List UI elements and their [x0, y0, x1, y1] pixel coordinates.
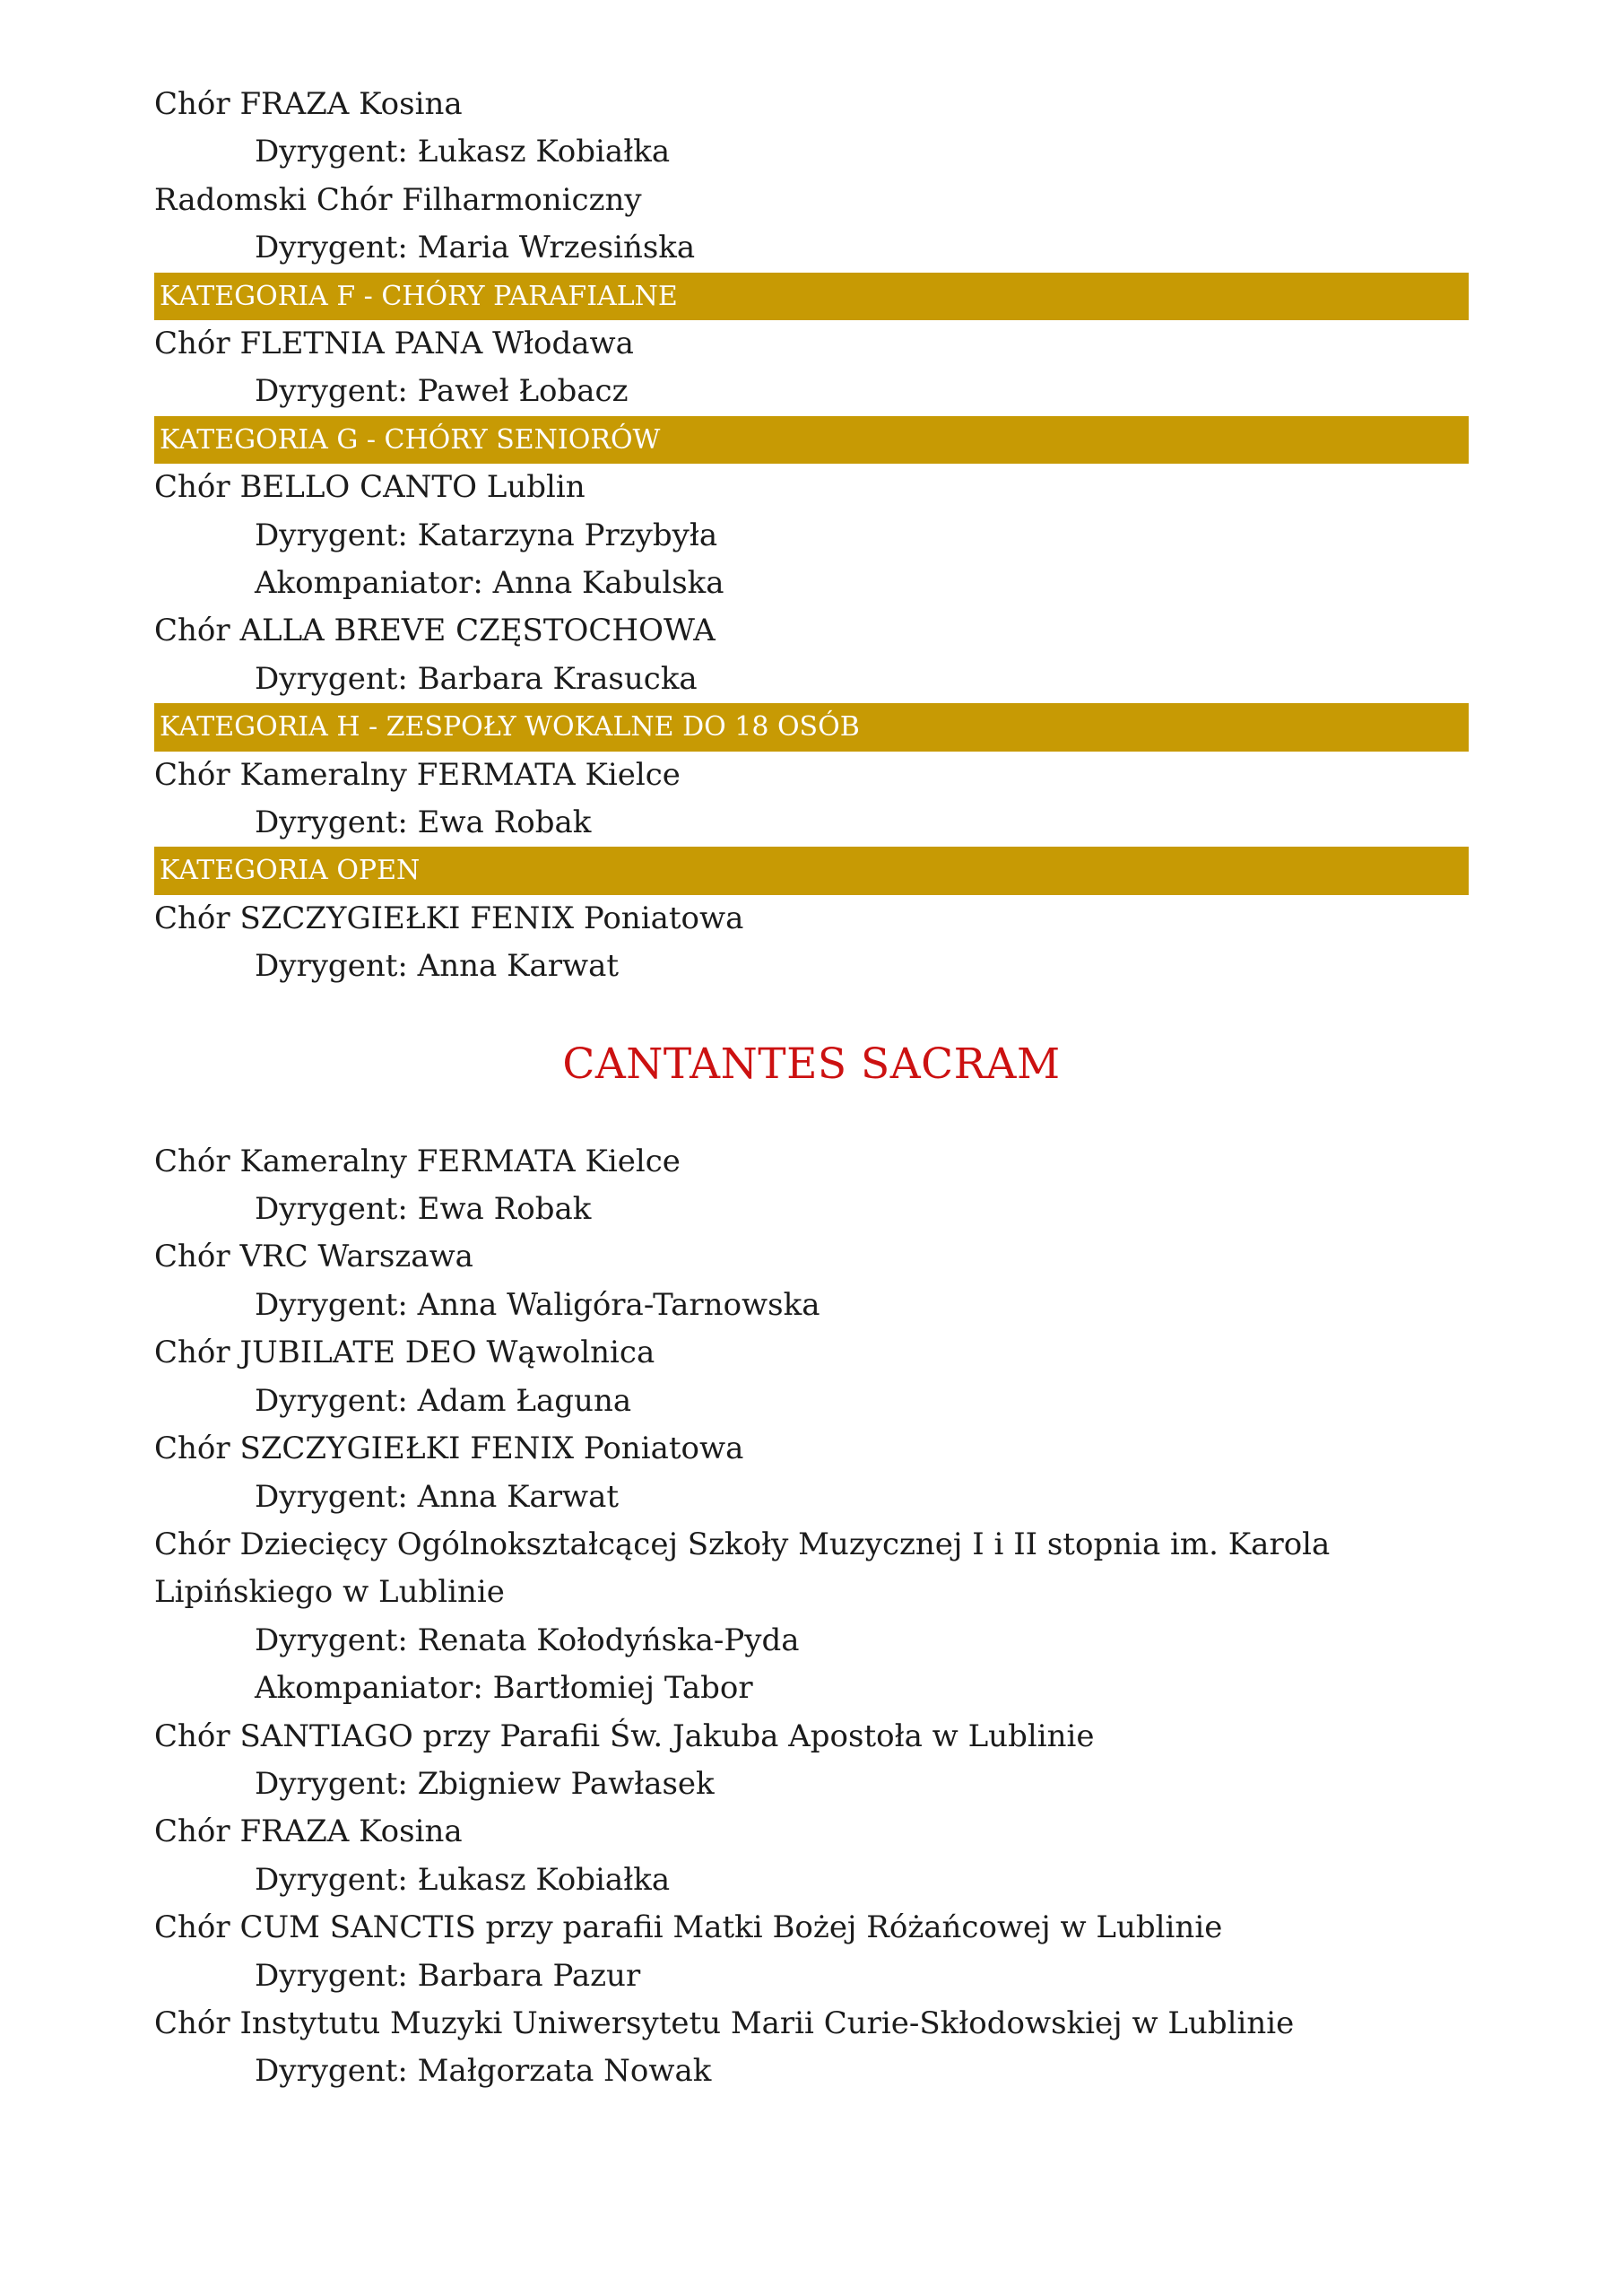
- choir-name-line: Radomski Chór Filharmoniczny: [154, 181, 642, 218]
- person-role-line: Dyrygent: Barbara Krasucka: [255, 660, 698, 697]
- choir-name-line: Chór Kameralny FERMATA Kielce: [154, 756, 681, 793]
- category-header-bar: KATEGORIA G - CHÓRY SENIORÓW: [154, 416, 1469, 464]
- choir-name-line: Chór JUBILATE DEO Wąwolnica: [154, 1335, 655, 1371]
- section-title: CANTANTES SACRAM: [562, 1039, 1061, 1090]
- person-role-line: Dyrygent: Renata Kołodyńska-Pyda: [255, 1622, 800, 1658]
- choir-name-line: Chór FRAZA Kosina: [154, 86, 463, 122]
- person-role-line: Dyrygent: Ewa Robak: [255, 804, 592, 841]
- choir-name-line: Chór FLETNIA PANA Włodawa: [154, 326, 634, 362]
- person-role-line: Dyrygent: Anna Waligóra-Tarnowska: [255, 1286, 820, 1323]
- choir-name-line: Chór CUM SANCTIS przy parafii Matki Bożej Różańcowej w Lublinie: [154, 1909, 1223, 1946]
- choir-name-line: Chór ALLA BREVE CZĘSTOCHOWA: [154, 613, 716, 649]
- choir-name-line: Chór FRAZA Kosina: [154, 1813, 463, 1850]
- person-role-line: Dyrygent: Zbigniew Pawłasek: [255, 1765, 715, 1802]
- category-header-bar: KATEGORIA H - ZESPOŁY WOKALNE DO 18 OSÓB: [154, 703, 1469, 751]
- choir-list-section-1: [154, 81, 1469, 991]
- person-role-line: Akompaniator: Bartłomiej Tabor: [255, 1670, 753, 1707]
- choir-name-line: Chór Instytutu Muzyki Uniwersytetu Marii Curie-Skłodowskiej w Lublinie: [154, 2005, 1295, 2041]
- category-header-bar: KATEGORIA F - CHÓRY PARAFIALNE: [154, 273, 1469, 320]
- choir-name-line: Chór Kameralny FERMATA Kielce: [154, 1143, 681, 1179]
- person-role-line: Dyrygent: Katarzyna Przybyła: [255, 517, 718, 553]
- person-role-line: Akompaniator: Anna Kabulska: [255, 565, 724, 602]
- person-role-line: Dyrygent: Łukasz Kobiałka: [255, 1861, 671, 1898]
- person-role-line: Dyrygent: Anna Karwat: [255, 1478, 620, 1515]
- choir-name-line: Chór SZCZYGIEŁKI FENIX Poniatowa: [154, 900, 744, 936]
- person-role-line: Dyrygent: Adam Łaguna: [255, 1382, 632, 1419]
- choir-name-line: Chór VRC Warszawa: [154, 1239, 473, 1275]
- choir-name-line: Chór SANTIAGO przy Parafii Św. Jakuba Apostoła w Lublinie: [154, 1718, 1095, 1754]
- person-role-line: Dyrygent: Anna Karwat: [255, 948, 620, 985]
- person-role-line: Dyrygent: Paweł Łobacz: [255, 373, 629, 410]
- person-role-line: Dyrygent: Małgorzata Nowak: [255, 2053, 712, 2090]
- choir-list-section-2: [154, 1138, 1469, 2096]
- person-role-line: Dyrygent: Ewa Robak: [255, 1191, 592, 1228]
- choir-name-line: Chór BELLO CANTO Lublin: [154, 469, 585, 506]
- section-title-block: [154, 991, 1469, 1138]
- person-role-line: Dyrygent: Barbara Pazur: [255, 1957, 641, 1994]
- choir-list-document: [154, 81, 1469, 2096]
- choir-name-line: Chór Dziecięcy Ogólnokształcącej Szkoły Muzycznej I i II stopnia im. Karola Lipińskiego w Lublinie: [154, 1526, 1331, 1611]
- person-role-line: Dyrygent: Łukasz Kobiałka: [255, 134, 671, 170]
- person-role-line: Dyrygent: Maria Wrzesińska: [255, 230, 696, 266]
- category-header-bar: KATEGORIA OPEN: [154, 847, 1469, 894]
- choir-name-line: Chór SZCZYGIEŁKI FENIX Poniatowa: [154, 1431, 744, 1467]
